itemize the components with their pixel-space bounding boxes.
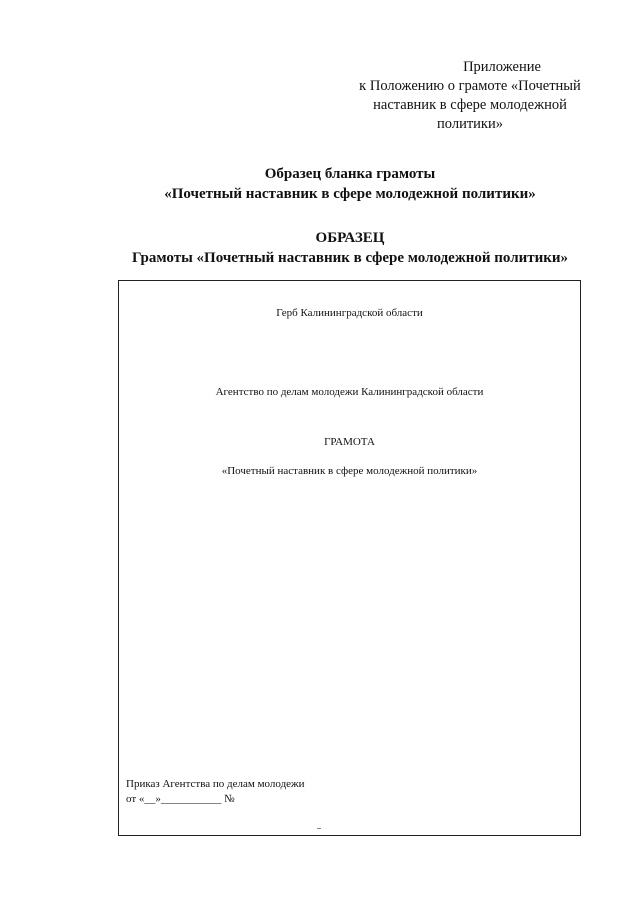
sample-heading xyxy=(0,164,640,204)
order-reference xyxy=(126,777,305,807)
appendix-line-1: Приложение xyxy=(463,59,541,75)
template-heading-line-2: Грамоты «Почетный наставник в сфере молодежной политики» xyxy=(131,250,569,266)
appendix-line-2: к Положению о грамоте «Почетный xyxy=(359,78,581,94)
sample-heading-line-1: Образец бланка грамоты xyxy=(264,166,436,182)
agency-name: Агентство по делам молодежи Калининградской области xyxy=(215,386,484,398)
template-heading-line-1: ОБРАЗЕЦ xyxy=(315,230,385,246)
coat-of-arms-placeholder: Герб Калининградской области xyxy=(276,307,423,319)
order-line-1: Приказ Агентства по делам молодежи xyxy=(126,778,305,790)
certificate-frame xyxy=(118,280,581,836)
appendix-line-4: политики» xyxy=(437,116,503,132)
appendix-block xyxy=(340,58,600,134)
sample-heading-line-2: «Почетный наставник в сфере молодежной политики» xyxy=(164,186,536,202)
appendix-line-3: наставник в сфере молодежной xyxy=(373,97,567,113)
certificate-title: ГРАМОТА xyxy=(324,436,375,448)
template-heading xyxy=(0,228,640,268)
order-line-2: от «__»___________ № xyxy=(126,793,235,805)
certificate-nomination: «Почетный наставник в сфере молодежной политики» xyxy=(221,465,478,477)
scan-speck xyxy=(317,828,321,829)
